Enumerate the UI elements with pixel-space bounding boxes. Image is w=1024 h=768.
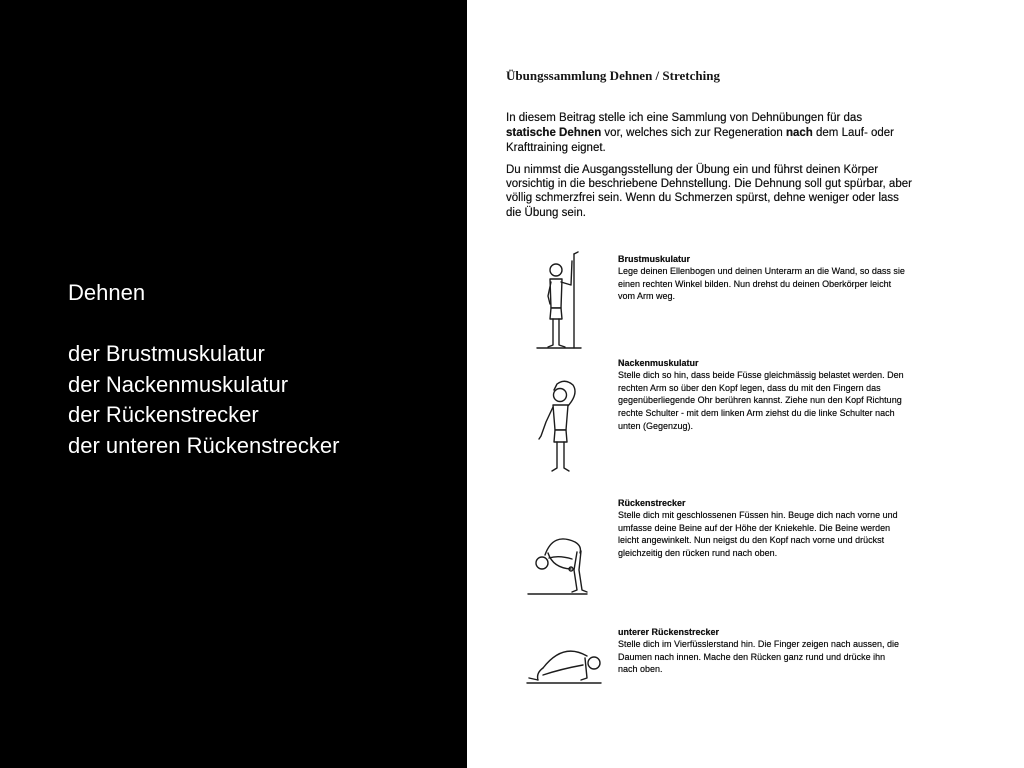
- figure-leg: [579, 551, 587, 592]
- figure-back: [545, 539, 580, 555]
- figure-leg: [559, 319, 565, 347]
- figure-head: [536, 557, 548, 569]
- intro-line: vorsichtig in die beschriebene Dehnstellung. Die Dehnung soll gut spürbar, aber: [506, 178, 912, 191]
- exercise-rueckenstrecker: [618, 497, 898, 560]
- slide-list-item: der unteren Rückenstrecker: [68, 432, 340, 458]
- figure-arm: [539, 407, 553, 439]
- figure-shorts: [550, 308, 562, 319]
- exercise-heading: Rückenstrecker: [618, 497, 686, 508]
- figure-head: [588, 657, 600, 669]
- exercise-line: gegenüberliegende Ohr berühren kannst. Ziehe nun den Kopf Richtung: [618, 395, 902, 406]
- wall-tick: [574, 252, 578, 254]
- intro-line: Krafttraining eignet.: [506, 141, 606, 154]
- intro-line: [506, 126, 894, 141]
- exercise-line: leicht angewinkelt. Nun neigst du den Kopf nach vorne und drückst: [618, 535, 885, 546]
- exercise-line: Lege deinen Ellenbogen und deinen Unterarm an die Wand, so dass sie: [618, 266, 905, 277]
- intro-line: die Übung sein.: [506, 206, 586, 219]
- exercise-line: nach oben.: [618, 664, 663, 675]
- intro-text: vor, welches sich zur Regeneration: [601, 126, 786, 139]
- exercise-line: einen rechten Winkel bilden. Nun drehst du deinen Oberkörper leicht: [618, 278, 892, 289]
- figure-head: [550, 264, 562, 276]
- figure-shorts: [554, 430, 567, 442]
- intro-paragraph: [506, 111, 894, 156]
- figure-shin: [529, 678, 538, 680]
- intro-line: Du nimmst die Ausgangsstellung der Übung ein und führst deinen Körper: [506, 164, 879, 176]
- figure-arm: [581, 658, 587, 680]
- figure-leg: [548, 319, 553, 347]
- slide-heading: Dehnen: [68, 280, 146, 305]
- exercise-heading: unterer Rückenstrecker: [618, 626, 720, 637]
- exercise-line: Stelle dich so hin, dass beide Füsse gleichmässig belastet werden. Den: [618, 370, 904, 381]
- exercise-line: umfasse deine Beine auf der Höhe der Kniekehle. Die Beine werden: [618, 522, 891, 533]
- slide-list-item: der Brustmuskulatur: [68, 341, 265, 366]
- figure-leg: [552, 442, 557, 471]
- document-title: Übungssammlung Dehnen / Stretching: [506, 68, 720, 83]
- lower-back-stretch-illustration: [525, 640, 605, 688]
- slide-list-item: der Rückenstrecker: [68, 402, 259, 427]
- blank-line: [68, 309, 339, 340]
- exercise-unterer-rueckenstrecker: [618, 626, 899, 676]
- figure-chest: [549, 557, 572, 559]
- exercise-heading: Brustmuskulatur: [618, 253, 691, 264]
- intro-line: In diesem Beitrag stelle ich eine Sammlung von Dehnübungen für das: [506, 111, 863, 124]
- scanned-document: [467, 0, 1024, 768]
- exercise-line: gleichzeitig den rücken rund nach oben.: [618, 548, 778, 559]
- back-stretch-illustration: [525, 528, 590, 598]
- slide-list-item: der Nackenmuskulatur: [68, 371, 289, 397]
- bold-phrase: statische Dehnen: [506, 126, 602, 139]
- slide-text-block: [68, 278, 339, 461]
- exercise-line: vom Arm weg.: [618, 291, 676, 302]
- exercise-nackenmuskulatur: [618, 357, 904, 433]
- exercise-line: Stelle dich im Vierfüsslerstand hin. Die Finger zeigen nach aussen, die: [618, 639, 899, 650]
- neck-stretch-illustration: [535, 378, 590, 475]
- exercise-line: Stelle dich mit geschlossenen Füssen hin. Beuge dich nach vorne und: [618, 510, 898, 521]
- exercise-line: rechten Arm so über den Kopf legen, dass du mit den Fingern das: [618, 382, 881, 393]
- exercise-line: Daumen nach innen. Mache den Rücken ganz rund und drücke ihn: [618, 651, 886, 662]
- figure-arm: [548, 553, 571, 569]
- figure-belly: [543, 665, 583, 675]
- bold-phrase: nach: [785, 126, 813, 139]
- slide-left-panel: [0, 0, 467, 768]
- intro-text: dem Lauf- oder: [812, 126, 894, 139]
- exercise-line: rechte Schulter - mit dem linken Arm ziehst du die linke Schulter nach: [618, 408, 895, 419]
- exercise-line: unten (Gegenzug).: [618, 420, 694, 431]
- intro-line: völlig schmerzfrei sein. Wenn du Schmerzen spürst, dehne weniger oder lass: [506, 192, 899, 205]
- intro-paragraph: [506, 163, 912, 220]
- figure-head: [554, 389, 567, 402]
- figure-thigh: [538, 668, 543, 680]
- figure-leg: [564, 442, 569, 471]
- figure-torso: [550, 279, 562, 308]
- exercise-heading: Nackenmuskulatur: [618, 357, 699, 368]
- exercise-brustmuskulatur: [618, 253, 905, 303]
- figure-arm-on-wall: [561, 261, 572, 285]
- figure-torso: [553, 405, 568, 430]
- chest-stretch-illustration: [525, 250, 595, 355]
- figure-leg: [572, 552, 577, 592]
